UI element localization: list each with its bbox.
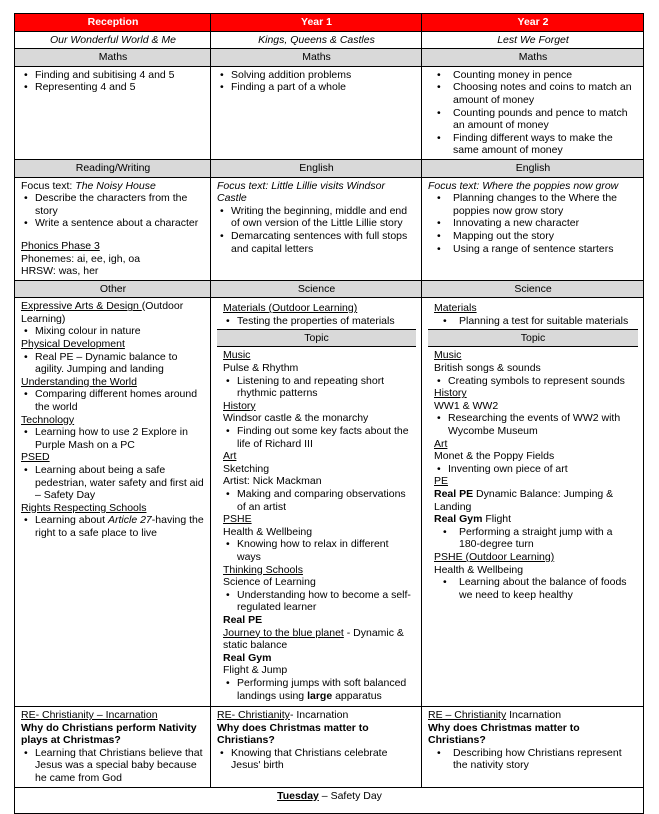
literacy-content-row <box>15 177 644 280</box>
pshe-sub: Health & Wellbeing <box>223 525 313 538</box>
list-item: • Creating symbols to represent sounds <box>448 375 633 388</box>
theme-reception: Our Wonderful World & Me <box>15 31 211 49</box>
list-item: • Using a range of sentence starters <box>453 243 638 256</box>
psed-title: PSED <box>21 451 50 464</box>
list-item: • Researching the events of WW2 with Wycombe Museum <box>448 412 633 437</box>
history-sub: WW1 & WW2 <box>434 399 499 412</box>
focus-text: Focus text: Little Lillie visits Windsor Castle <box>217 179 385 205</box>
list-item: • Making and comparing observations of an artist <box>237 488 411 513</box>
maths-label-year2: Maths <box>422 49 644 67</box>
maths-label-reception: Maths <box>15 49 211 67</box>
phonics-title: Phonics Phase 3 <box>21 239 100 252</box>
list-item: • Representing 4 and 5 <box>35 81 205 94</box>
journey-line: Journey to the blue planet - Dynamic & static balance <box>223 626 404 652</box>
hrsw: HRSW: was, her <box>21 265 99 278</box>
music-title: Music <box>434 349 462 362</box>
real-gym-title: Real Gym <box>223 651 272 664</box>
list-item: • Learning how to use 2 Explore in Purple Mash on a PC <box>35 426 205 451</box>
art-title: Art <box>223 450 237 463</box>
footer-rest: – Safety Day <box>318 789 382 802</box>
column-heading-year2: Year 2 <box>422 14 644 32</box>
art-sub: Monet & the Poppy Fields <box>434 450 555 463</box>
list-item: • Planning changes to the Where the poppies now grow story <box>453 192 638 217</box>
science-topic-year1 <box>211 298 422 707</box>
theme-row <box>15 31 644 49</box>
list-item: • Describing how Christians represent the nativity story <box>453 747 638 772</box>
topic-label-year1: Topic <box>217 329 416 347</box>
maths-year2 <box>422 66 644 159</box>
maths-year1 <box>211 66 422 159</box>
literacy-label-year2: English <box>422 159 644 177</box>
list-item: • Demarcating sentences with full stops and capital letters <box>231 230 416 255</box>
list-item: • Knowing that Christians celebrate Jesus' birth <box>231 747 416 772</box>
footer-note <box>15 787 644 813</box>
real-gym-line: Real Gym Flight <box>434 513 512 526</box>
column-heading-reception: Reception <box>15 14 211 32</box>
re-reception <box>15 707 211 788</box>
thinking-schools-sub: Science of Learning <box>223 576 316 589</box>
pe-title: PE <box>434 475 449 488</box>
list-item: • Comparing different homes around the world <box>35 388 205 413</box>
topic-year2 <box>428 347 638 603</box>
topic-label-year2: Topic <box>428 329 638 347</box>
real-pe-line: Real PE Dynamic Balance: Jumping & Landing <box>434 488 614 513</box>
literacy-label-year1: English <box>211 159 422 177</box>
literacy-label-row <box>15 159 644 177</box>
focus-text: Focus text: Where the poppies now grow <box>428 179 619 192</box>
art-title: Art <box>434 437 448 450</box>
list-item: • Learning about the balance of foods we need to keep healthy <box>459 576 633 601</box>
utw-title: Understanding the World <box>21 375 137 388</box>
phonemes: Phonemes: ai, ee, igh, oa <box>21 252 141 265</box>
re-year2 <box>422 707 644 788</box>
list-item: • Counting money in pence <box>453 69 638 82</box>
re-title: RE- Christianity- Incarnation <box>217 709 349 722</box>
theme-year1: Kings, Queens & Castles <box>211 31 422 49</box>
re-question: Why does Christmas matter to Christians? <box>217 721 369 747</box>
maths-content-row <box>15 66 644 159</box>
list-item: • Writing the beginning, middle and end of own version of the Little Lillie story <box>231 205 416 230</box>
pshe-title: PSHE <box>223 513 252 526</box>
history-title: History <box>434 387 467 400</box>
list-item: • Innovating a new character <box>453 217 638 230</box>
music-sub: Pulse & Rhythm <box>223 362 299 375</box>
list-item: • Choosing notes and coins to match an amount of money <box>453 81 638 106</box>
ead-title: Expressive Arts & Design (Outdoor Learning) <box>21 300 184 325</box>
header-row <box>15 14 644 32</box>
list-item: • Learning about being a safe pedestrian, water safety and first aid – Safety Day <box>35 464 205 502</box>
real-gym-sub: Flight & Jump <box>223 664 288 677</box>
science-label-year2: Science <box>422 280 644 298</box>
literacy-label-reception: Reading/Writing <box>15 159 211 177</box>
other-reception <box>15 298 211 707</box>
list-item: • Finding different ways to make the same amount of money <box>453 132 638 157</box>
list-item: • Finding a part of a whole <box>231 81 416 94</box>
column-heading-year1: Year 1 <box>211 14 422 32</box>
science-title: Materials (Outdoor Learning) <box>223 302 358 315</box>
list-item: • Mixing colour in nature <box>35 325 205 338</box>
list-item: • Understanding how to become a self-regulated learner <box>237 589 411 614</box>
music-sub: British songs & sounds <box>434 362 541 375</box>
list-item: • Listening to and repeating short rhythmic patterns <box>237 375 411 400</box>
list-item: • Planning a test for suitable materials <box>459 315 633 328</box>
focus-text: Focus text: The Noisy House <box>21 179 156 192</box>
list-item: • Learning about Article 27-having the right to a safe place to live <box>35 514 205 539</box>
re-title: RE- Christianity – Incarnation <box>21 709 158 722</box>
rrs-title: Rights Respecting Schools <box>21 501 147 514</box>
history-title: History <box>223 399 256 412</box>
theme-year2: Lest We Forget <box>422 31 644 49</box>
thinking-schools-title: Thinking Schools <box>223 563 303 576</box>
re-question: Why does Christmas matter to Christians? <box>428 721 580 747</box>
list-item: • Knowing how to relax in different ways <box>237 538 411 563</box>
list-item: • Finding and subitising 4 and 5 <box>35 69 205 82</box>
other-label-row <box>15 280 644 298</box>
science-title: Materials <box>434 302 477 315</box>
real-pe-title: Real PE <box>223 613 263 626</box>
science-year2 <box>428 300 638 329</box>
footer-row <box>15 787 644 813</box>
re-question: Why do Christians perform Nativity plays at Christmas? <box>21 721 197 747</box>
list-item: • Real PE – Dynamic balance to agility. Jumping and landing <box>35 351 205 376</box>
pshe-title: PSHE (Outdoor Learning) <box>434 550 555 563</box>
art-artist: Artist: Nick Mackman <box>223 475 322 488</box>
footer-day: Tuesday <box>277 789 319 802</box>
list-item: • Learning that Christians believe that Jesus was a special baby because he came from God <box>35 747 205 785</box>
literacy-year1 <box>211 177 422 280</box>
list-item: • Write a sentence about a character <box>35 217 205 230</box>
literacy-reception <box>15 177 211 280</box>
science-year1 <box>217 300 416 329</box>
list-item: • Performing a straight jump with a 180-degree turn <box>459 526 633 551</box>
technology-title: Technology <box>21 413 75 426</box>
science-topic-year2 <box>422 298 644 707</box>
curriculum-table <box>14 13 644 814</box>
list-item: • Mapping out the story <box>453 230 638 243</box>
list-item: • Testing the properties of materials <box>237 315 411 328</box>
music-title: Music <box>223 349 251 362</box>
re-title: RE – Christianity Incarnation <box>428 709 562 722</box>
pshe-sub: Health & Wellbeing <box>434 563 524 576</box>
list-item: • Solving addition problems <box>231 69 416 82</box>
list-item: • Performing jumps with soft balanced landings using large apparatus <box>237 677 411 702</box>
maths-label-year1: Maths <box>211 49 422 67</box>
list-item: • Describe the characters from the story <box>35 192 205 217</box>
re-row <box>15 707 644 788</box>
other-content-row <box>15 298 644 707</box>
art-sub: Sketching <box>223 462 270 475</box>
literacy-year2 <box>422 177 644 280</box>
pd-title: Physical Development <box>21 338 125 351</box>
maths-reception <box>15 66 211 159</box>
list-item: • Counting pounds and pence to match an amount of money <box>453 107 638 132</box>
list-item: • Inventing own piece of art <box>448 463 633 476</box>
other-label-reception: Other <box>15 280 211 298</box>
history-sub: Windsor castle & the monarchy <box>223 412 369 425</box>
list-item: • Finding out some key facts about the life of Richard III <box>237 425 411 450</box>
maths-label-row <box>15 49 644 67</box>
topic-year1 <box>217 347 416 704</box>
science-label-year1: Science <box>211 280 422 298</box>
re-year1 <box>211 707 422 788</box>
